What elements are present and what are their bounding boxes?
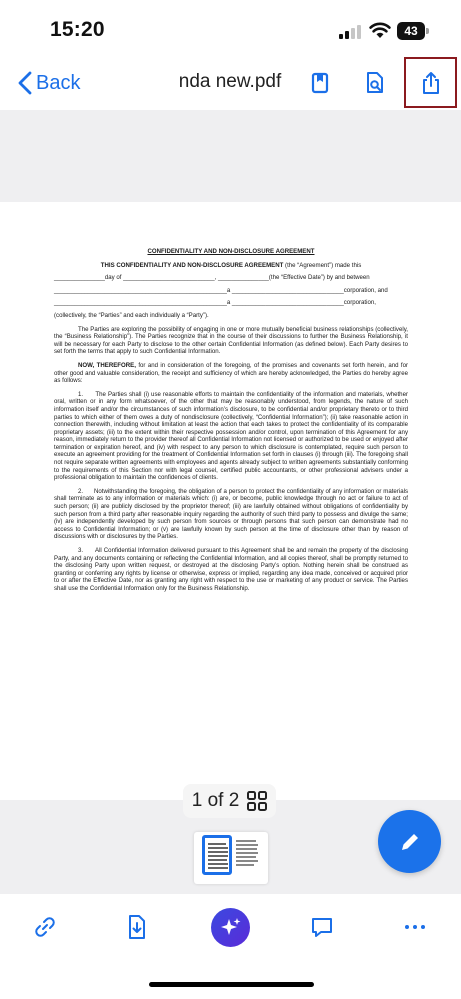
bookmark-button[interactable] — [303, 66, 337, 100]
wifi-icon — [369, 21, 391, 39]
download-icon — [126, 914, 148, 940]
parties-line: (collectively, the “Parties” and each individually a “Party”). — [54, 311, 209, 319]
link-button[interactable] — [28, 910, 62, 944]
share-button[interactable] — [414, 66, 448, 100]
cellular-signal-icon — [339, 24, 363, 39]
comment-icon — [310, 915, 334, 939]
status-time: 15:20 — [50, 18, 105, 41]
grid-view-icon — [247, 791, 267, 811]
intro-line — [54, 262, 408, 270]
status-bar — [0, 0, 461, 56]
paragraph-section-1: 1. The Parties shall (i) use reasonable efforts to maintain the confidentiality of the information and materials, whether oral, written or in any form whatsoever, of the other that may be reasonably understood, from legends, the nature of such information itself and/or the circumstances of such information’s disclosure, to be confidential and/or proprietary thereto or to third parties to which either of them owes a duty of nondisclosure (collectively, “Confidential Information”); (ii) take reasonable action in connection therewith, including without limitation at least the action that each takes to protect the confidentiality of its comparable proprietary assets; (iii) to the extent within their respective possession and/or control, upon termination of this Agreement for any reason, immediately return to the provider thereof all Confidential Information not licensed or authorized to be used or enjoyed after termination or expiration hereof, and (iv) with respect to any person to which disclosure is contemplated, require such person to execute an agreement providing for the treatment of Confidential Information set forth in clauses (i) through (iii). The foregoing shall not require separate written agreements with employees and agents already subject to written agreements substantially conforming to the requirements of this Section nor with legal counsel, certified public accountants, or other professional advisers under a professional obligation to maintain the confidences of clients. — [54, 390, 408, 482]
back-label: Back — [36, 71, 81, 94]
chevron-left-icon — [18, 71, 32, 95]
document-title: nda new.pdf — [178, 71, 282, 92]
document-body — [54, 248, 408, 593]
back-button[interactable] — [18, 68, 80, 98]
ai-sparkle-icon — [219, 916, 243, 940]
blank-line-3: ___________________________________________________a _________________________________corporation, — [54, 299, 376, 307]
ai-assistant-button[interactable] — [211, 908, 250, 947]
paragraph-recitals: The Parties are exploring the possibility of engaging in one or more mutually beneficial business relationships (collectively, the “Business Relationship”). The Parties recognize that in the course of their discussions to further the Business Relationship, it will be necessary for each Party to disclose to the other certain Confidential Information (as defined below). Each Party desires to set forth the terms that apply to such Confidential Information. — [54, 325, 408, 356]
comment-button[interactable] — [305, 910, 339, 944]
pdf-page[interactable] — [0, 202, 461, 800]
now-therefore-bold: NOW, THEREFORE, — [78, 361, 136, 369]
search-document-button[interactable] — [358, 66, 392, 100]
more-button[interactable] — [398, 910, 432, 944]
page-indicator[interactable] — [183, 784, 276, 818]
intro-bold: THIS CONFIDENTIALITY AND NON-DISCLOSURE AGREEMENT — [100, 261, 284, 269]
share-icon — [421, 71, 441, 95]
paragraph-section-3: 3. All Confidential Information delivered pursuant to this Agreement shall be and remain the property of the disclosing Party, and any documents containing or reflecting the Confidential Information, and all copies thereof, shall be promptly returned to the disclosing Party upon written request, or destroyed at the disclosing Party’s option. Nothing herein shall be construed as granting or conferring any rights by license or otherwise, express or implied, regarding any idea made, conceived or acquired prior to or after the Effective Date, nor as granting any right with respect to the use or marketing of any product or service. The Parties shall use the Confidential Information only for the Business Relationship. — [54, 547, 408, 592]
edit-button[interactable] — [378, 810, 441, 873]
link-icon — [33, 915, 57, 939]
page-thumbnails — [194, 832, 268, 884]
intro-rest: (the “Agreement”) made this — [285, 261, 362, 269]
more-icon — [403, 915, 427, 939]
battery-cap — [426, 28, 429, 34]
home-indicator — [149, 982, 314, 987]
page-gap — [0, 110, 461, 202]
blank-line-1: _______________day of ___________________________, _______________(the “Effective Date”) by and between — [54, 274, 370, 282]
bottom-toolbar — [0, 894, 461, 999]
paragraph-section-2: 2. Notwithstanding the foregoing, the obligation of a person to protect the confidentiality of any information or materials shall terminate as to any information or materials which: (i) are, or become, public knowledge through no act or failure to act of such person; (ii) are publicly disclosed by the proprietor thereof; (iii) are lawfully obtained without obligations of confidentiality by such person from a third party after reasonable inquiry regarding the authority of such third party to possess and divulge the same; (iv) are independently developed by such person from sources or through persons that such person can demonstrate had no access to Confidential Information; or (v) are lawfully known by such person at the time of disclosure other than by reason of discussions with or disclosures by the Parties. — [54, 487, 408, 541]
thumbnail-page-1[interactable] — [202, 835, 232, 875]
download-button[interactable] — [120, 910, 154, 944]
pencil-icon — [398, 830, 422, 854]
blank-line-2: ___________________________________________________a _________________________________corporation, and — [54, 286, 388, 294]
thumbnail-page-2[interactable] — [236, 838, 258, 874]
navigation-bar — [0, 56, 461, 110]
now-therefore-text: for and in consideration of the foregoing, of the promises and covenants set forth herein, and for other good and valuable consideration, the receipt and sufficiency of which are hereby acknowledged, the Parties do hereby agree as follows: — [54, 361, 409, 385]
battery-icon: 43 — [397, 22, 425, 40]
bookmark-icon — [310, 72, 330, 94]
paragraph-now-therefore — [54, 362, 408, 385]
page-indicator-label: 1 of 2 — [191, 790, 240, 811]
agreement-title: CONFIDENTIALITY AND NON-DISCLOSURE AGREEMENT — [147, 248, 315, 255]
search-document-icon — [364, 71, 386, 95]
